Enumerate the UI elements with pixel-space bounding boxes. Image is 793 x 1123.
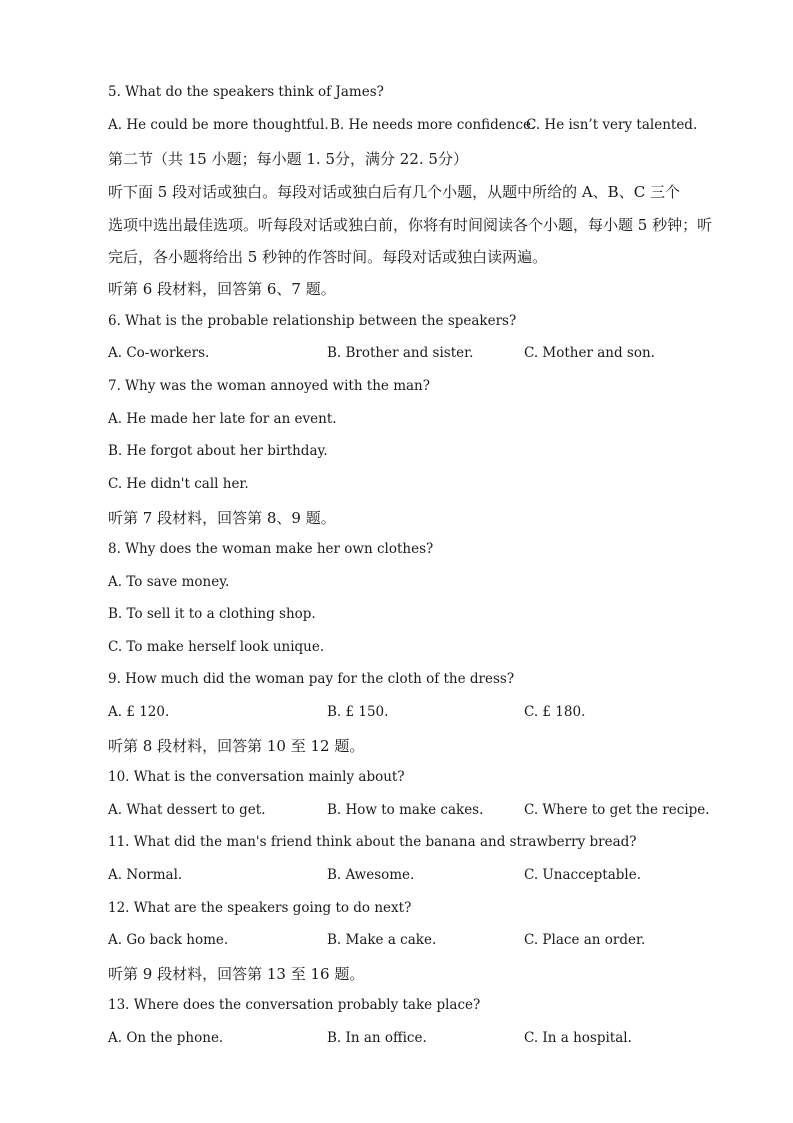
q7-option-b: B. He forgot about her birthday. (108, 443, 328, 459)
q13-option-a: A. On the phone. (108, 1030, 224, 1046)
material-8-header: 听第 8 段材料，回答第 10 至 12 题。 (108, 737, 365, 755)
q8-option-b: B. To sell it to a clothing shop. (108, 606, 316, 622)
question-12: 12. What are the speakers going to do next? (108, 900, 412, 916)
q12-option-b: B. Make a cake. (327, 932, 437, 948)
q13-option-c: C. In a hospital. (524, 1030, 632, 1046)
q6-option-a: A. Co-workers. (108, 345, 210, 361)
q8-option-c: C. To make herself look unique. (108, 639, 325, 655)
q13-option-b: B. In an office. (327, 1030, 427, 1046)
question-7: 7. Why was the woman annoyed with the man? (108, 378, 430, 394)
q9-option-c: C. £ 180. (524, 704, 586, 720)
q11-option-a: A. Normal. (108, 867, 183, 883)
question-6: 6. What is the probable relationship between the speakers? (108, 313, 517, 329)
q9-option-b: B. £ 150. (327, 704, 389, 720)
q10-option-b: B. How to make cakes. (327, 802, 484, 818)
q6-option-b: B. Brother and sister. (327, 345, 474, 361)
question-5: 5. What do the speakers think of James? (108, 84, 384, 100)
material-9-header: 听第 9 段材料，回答第 13 至 16 题。 (108, 965, 365, 983)
section-2-title: 第二节（共 15 小题；每小题 1. 5分，满分 22. 5分） (108, 150, 468, 168)
section-2-instructions-line-1: 听下面 5 段对话或独白。每段对话或独白后有几个小题，从题中所给的 A、B、C 三个 (108, 183, 680, 201)
q5-option-a: A. He could be more thoughtful. (108, 117, 329, 133)
question-11: 11. What did the man's friend think about the banana and strawberry bread? (108, 834, 637, 850)
q7-option-c: C. He didn't call her. (108, 476, 249, 492)
question-10: 10. What is the conversation mainly about? (108, 769, 405, 785)
q9-option-a: A. £ 120. (108, 704, 170, 720)
q10-option-a: A. What dessert to get. (108, 802, 266, 818)
q10-option-c: C. Where to get the recipe. (524, 802, 710, 818)
q8-option-a: A. To save money. (108, 574, 230, 590)
q11-option-b: B. Awesome. (327, 867, 415, 883)
q5-option-b: B. He needs more confidence. (330, 117, 536, 133)
question-8: 8. Why does the woman make her own clothes? (108, 541, 434, 557)
q12-option-a: A. Go back home. (108, 932, 229, 948)
q5-option-c: C. He isn’t very talented. (526, 117, 698, 133)
q11-option-c: C. Unacceptable. (524, 867, 642, 883)
material-7-header: 听第 7 段材料，回答第 8、9 题。 (108, 509, 336, 527)
material-6-header: 听第 6 段材料，回答第 6、7 题。 (108, 280, 336, 298)
q7-option-a: A. He made her late for an event. (108, 411, 337, 427)
question-13: 13. Where does the conversation probably take place? (108, 997, 481, 1013)
q6-option-c: C. Mother and son. (524, 345, 655, 361)
section-2-instructions-line-3: 完后，各小题将给出 5 秒钟的作答时间。每段对话或独白读两遍。 (108, 248, 548, 266)
q12-option-c: C. Place an order. (524, 932, 646, 948)
section-2-instructions-line-2: 选项中选出最佳选项。听每段对话或独白前，你将有时间阅读各个小题，每小题 5 秒钟；听 (108, 216, 713, 234)
question-9: 9. How much did the woman pay for the cloth of the dress? (108, 671, 515, 687)
